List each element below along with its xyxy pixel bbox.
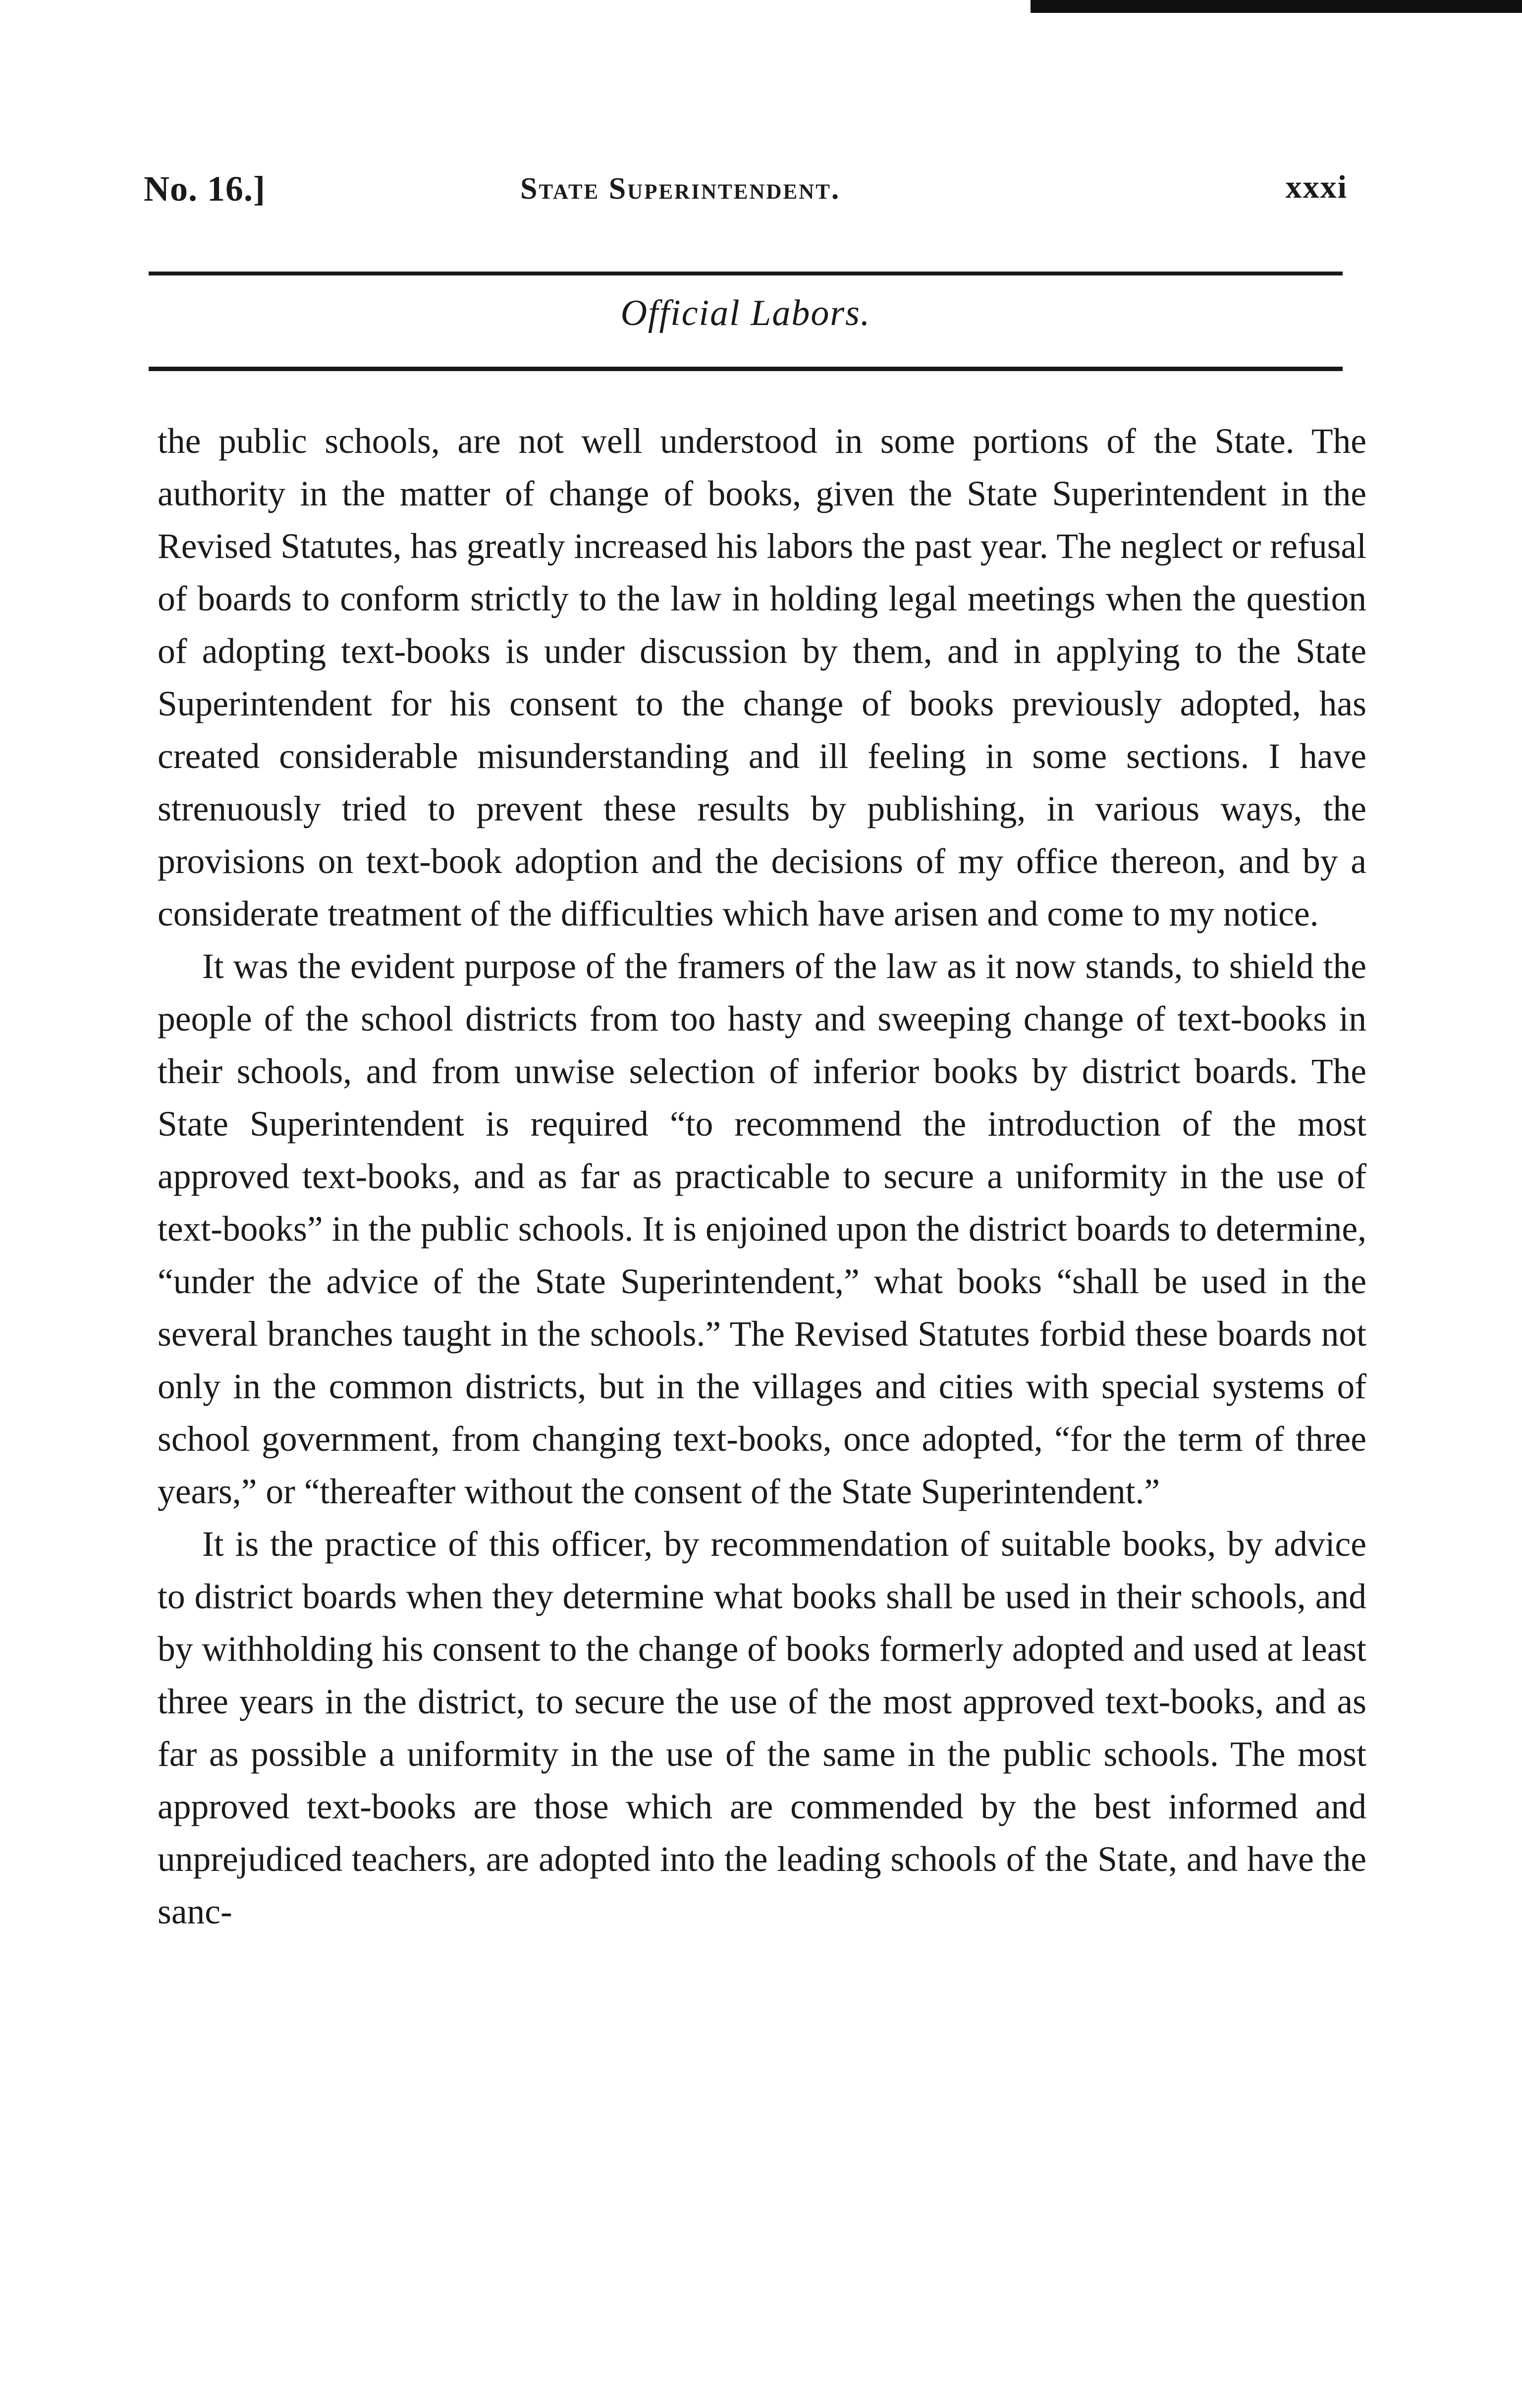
paragraph-continued: the public schools, are not well understood in some portions of the State. The authority in the matter of change of books, given the State Superintendent in the Revised Statutes, has greatly increased his labors the past year. The neglect or refusal of boards to conform strictly to the law in holding legal meetings when the question of adopting text-books is under discussion by them, and in applying to the State Superintendent for his consent to the change of books previously adopted, has created considerable misunderstanding and ill feeling in some sections. I have strenuously tried to prevent these results by publishing, in various ways, the provisions on text-book adoption and the decisions of my office thereon, and by a considerate treatment of the difficulties which have arisen and come to my notice.	[158, 422, 1366, 933]
paragraph: It is the practice of this officer, by recommendation of suitable books, by advice to district boards when they determine what books shall be used in their schools, and by withholding his consent to the change of books formerly adopted and used at least three years in the district, to secure the use of the most approved text-books, and as far as possible a uniformity in the use of the same in the public schools. The most approved text-books are those which are commended by the best informed and unprejudiced teachers, are adopted into the leading schools of the State, and have the sanc-	[158, 1525, 1366, 1931]
section-title: Official Labors.	[620, 293, 871, 333]
document-number: No. 16.]	[144, 169, 266, 209]
running-title: State Superintendent.	[520, 172, 841, 206]
header-rule-bottom	[149, 367, 1343, 371]
body-text	[158, 415, 1366, 1938]
scan-border	[1031, 0, 1522, 13]
header-rule-top	[149, 272, 1343, 275]
paragraph: It was the evident purpose of the framers of the law as it now stands, to shield the people of the school districts from too hasty and sweeping change of text-books in their schools, and from unwise selection of inferior books by district boards. The State Superintendent is required “to recommend the introduction of the most approved text-books, and as far as practicable to secure a uniformity in the use of text-books” in the public schools. It is enjoined upon the district boards to determine, “under the advice of the State Superintendent,” what books “shall be used in the several branches taught in the schools.” The Revised Statutes forbid these boards not only in the common districts, but in the villages and cities with special systems of school government, from changing text-books, once adopted, “for the term of three years,” or “thereafter without the consent of the State Superintendent.”	[158, 947, 1366, 1511]
page-number: xxxi	[1285, 169, 1348, 205]
running-header	[144, 168, 1348, 228]
